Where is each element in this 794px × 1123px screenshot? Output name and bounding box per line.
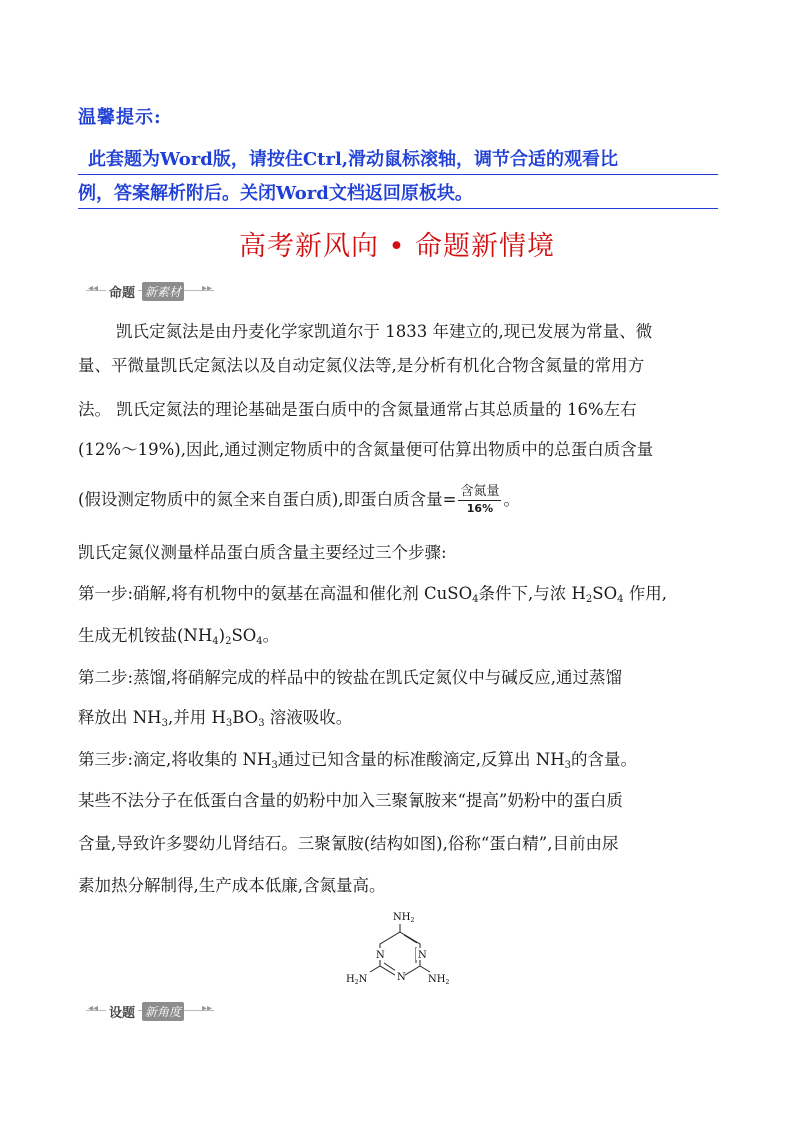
section-label: 设题	[106, 1002, 138, 1021]
section-label: 命题	[106, 282, 138, 301]
text: (12%～19%),因此,通过测定物质中的含氮量便可估算出物质中的总蛋白质含量	[78, 440, 654, 459]
text: 量、平微量凯氏定氮法以及自动定氮仪法等,是分析有机化合物含氮量的常用方	[78, 356, 645, 375]
tip-underline-1	[78, 174, 718, 175]
text: 某些不法分子在低蛋白含量的奶粉中加入三聚氰胺来“提高”奶粉中的蛋白质	[78, 791, 623, 810]
step-2-line-2	[78, 708, 718, 728]
text: (假设测定物质中的氮全来自蛋白质),即蛋白质含量=	[78, 490, 457, 509]
subscript: 3	[258, 718, 265, 729]
text: 凯氏定氮仪测量样品蛋白质含量主要经过三个步骤:	[78, 543, 447, 562]
double-bond	[404, 935, 417, 943]
section-tag-new-angle	[86, 1001, 214, 1021]
text: 作用,	[623, 584, 667, 603]
text: 。	[262, 626, 280, 645]
text: )	[218, 626, 226, 645]
chevron-right-icon: ▸▸	[201, 283, 212, 294]
subscript: 3	[161, 718, 168, 729]
paragraph-line	[116, 322, 756, 342]
ring-nitrogen: N	[418, 950, 427, 961]
paragraph-line	[78, 356, 718, 376]
amino-group-left: $H_2N$	[346, 974, 368, 986]
bond	[420, 966, 430, 972]
subscript: 4	[256, 636, 263, 647]
tip-underline-2	[78, 208, 718, 209]
text: 第一步:硝解,将有机物中的氨基在高温和催化剂 CuSO	[78, 584, 473, 603]
paragraph-line	[78, 484, 718, 517]
paragraph-line	[78, 791, 718, 811]
paragraph-line	[78, 876, 718, 896]
text: 第三步:滴定,将收集的 NH	[78, 750, 272, 769]
text: 溶液吸收。	[264, 708, 353, 727]
subscript: 4	[212, 636, 219, 647]
chevron-left-icon: ◂◂	[88, 283, 99, 294]
chevron-right-icon: ▸▸	[201, 1003, 212, 1014]
fraction-numerator: 含氮量	[460, 484, 500, 499]
tip-line-2: 例，答案解析附后。关闭Word文档返回原板块。	[78, 183, 473, 204]
text: 释放出 NH	[78, 708, 162, 727]
step-2-line-1	[78, 668, 718, 688]
step-1-line-1	[78, 584, 718, 604]
section-badge: 新角度	[142, 1002, 184, 1021]
text: 的含量。	[570, 750, 637, 769]
section-badge: 新素材	[142, 282, 184, 301]
text: SO	[231, 626, 257, 645]
step-1-line-2	[78, 626, 718, 646]
tip-line-1: 此套题为Word版，请按住Ctrl,滑动鼠标滚轴，调节合适的观看比	[88, 149, 619, 170]
text: 素加热分解制得,生产成本低廉,含氮量高。	[78, 876, 386, 895]
bond	[370, 966, 380, 972]
text: 通过已知含量的标准酸滴定,反算出 NH	[277, 750, 565, 769]
subscript: 3	[564, 760, 571, 771]
paragraph-line	[78, 400, 718, 420]
ring-nitrogen: N	[376, 950, 385, 961]
text: ,并用 H	[167, 708, 226, 727]
text: BO	[232, 708, 259, 727]
fraction	[458, 484, 501, 517]
ring-nitrogen: N	[397, 972, 406, 983]
amino-group-right: $NH_2$	[428, 974, 450, 986]
subscript: 4	[472, 594, 479, 605]
melamine-structure	[338, 902, 468, 994]
main-title: 高考新风向 • 命题新情境	[238, 231, 556, 262]
paragraph-line	[78, 440, 718, 460]
text: 条件下,与浓 H	[478, 584, 586, 603]
subscript: 3	[225, 718, 233, 729]
step-3-line	[78, 750, 718, 770]
subscript: 4	[617, 594, 624, 605]
text: 。	[503, 490, 520, 509]
text: 凯氏定氮法是由丹麦化学家凯道尔于 1833 年建立的,现已发展为常量、微	[116, 322, 653, 341]
amino-group-top: $NH_2$	[393, 912, 415, 924]
subscript: 3	[271, 760, 278, 771]
paragraph-line	[78, 834, 718, 854]
text: SO	[592, 584, 618, 603]
text: 生成无机铵盐(NH	[78, 626, 213, 645]
text: 含量,导致许多婴幼儿肾结石。三聚氰胺(结构如图),俗称“蛋白精”,目前由尿	[78, 834, 619, 853]
fraction-denominator: 16%	[466, 502, 494, 515]
text: 第二步:蒸馏,将硝解完成的样品中的铵盐在凯氏定氮仪中与碱反应,通过蒸馏	[78, 668, 623, 687]
tip-title: 温馨提示:	[78, 107, 162, 128]
section-tag-new-material	[86, 281, 214, 301]
subscript: 2	[585, 594, 593, 605]
paragraph-line	[78, 543, 718, 563]
subscript: 2	[225, 636, 232, 647]
chevron-left-icon: ◂◂	[88, 1003, 99, 1014]
text: 法。 凯氏定氮法的理论基础是蛋白质中的含氮量通常占其总质量的 16%左右	[78, 400, 637, 419]
